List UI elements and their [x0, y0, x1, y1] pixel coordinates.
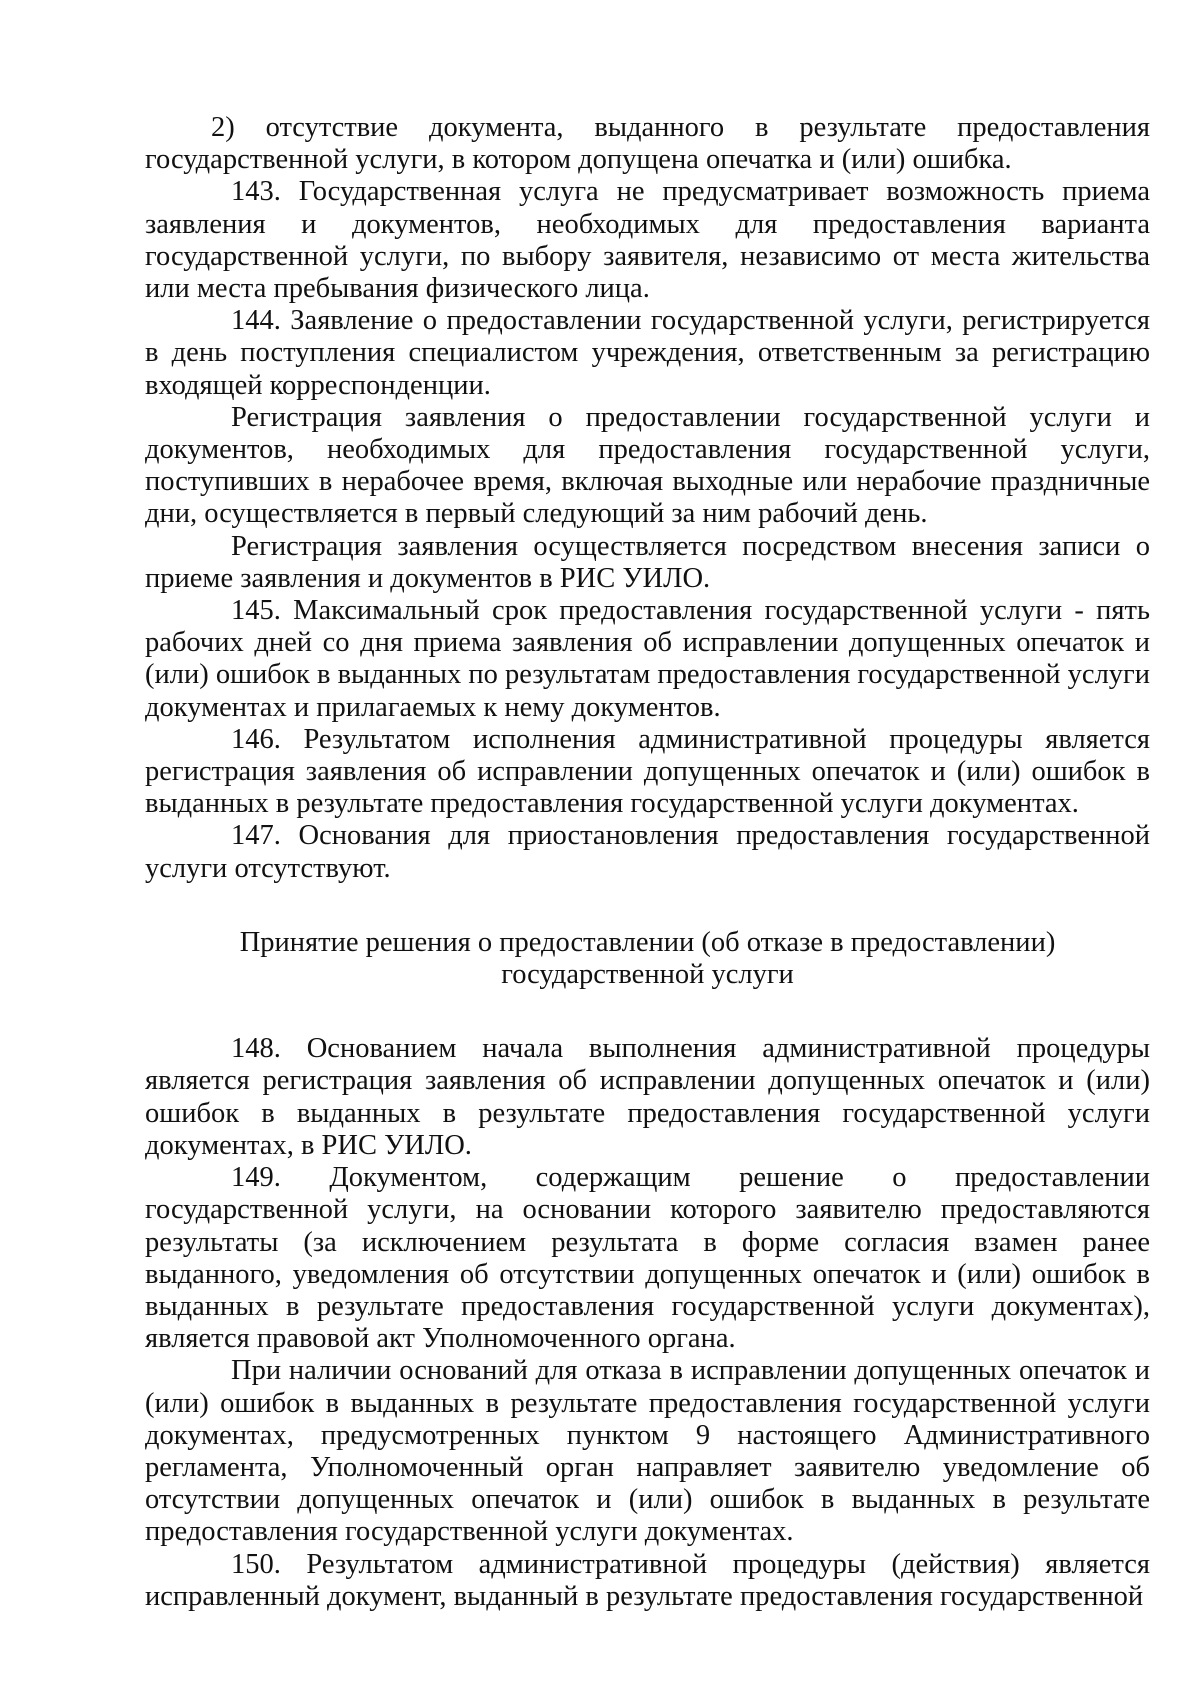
paragraph-item-2: 2) отсутствие документа, выданного в результате предоставления государственной услуги, в котором допущена опечатка и (или) ошибка. [145, 112, 1150, 176]
paragraph-145: 145. Максимальный срок предоставления государственной услуги - пять рабочих дней со дня приема заявления об исправлении допущенных опечаток и (или) ошибок в выданных по результатам предоставления государственной услуги документах и прилагаемых к нему документов. [145, 595, 1150, 723]
paragraph-149-refusal: При наличии оснований для отказа в исправлении допущенных опечаток и (или) ошибок в выданных в результате предоставления государственной услуги документах, предусмотренных пунктом 9 настоящего Административного регламента, Уполномоченный орган направляет заявителю уведомление об отсутствии допущенных опечаток и (или) ошибок в выданных в результате предоставления государственной услуги документах. [145, 1355, 1150, 1548]
paragraph-144-record: Регистрация заявления осуществляется посредством внесения записи о приеме заявления и документов в РИС УИЛО. [145, 530, 1150, 594]
paragraph-148: 148. Основанием начала выполнения административной процедуры является регистрация заявления об исправлении допущенных опечаток и (или) ошибок в выданных в результате предоставления государственной услуги документах, в РИС УИЛО. [145, 1033, 1150, 1161]
paragraph-144-registration: Регистрация заявления о предоставлении государственной услуги и документов, необходимых для предоставления государственной услуги, поступивших в нерабочее время, включая выходные или нерабочие праздничные дни, осуществляется в первый следующий за ним рабочий день. [145, 401, 1150, 530]
section-heading-line-1: Принятие решения о предоставлении (об отказе в предоставлении) [239, 926, 1056, 958]
paragraph-143: 143. Государственная услуга не предусматривает возможность приема заявления и документов, необходимых для предоставления варианта государственной услуги, по выбору заявителя, независимо от места жительства или места пребывания физического лица. [145, 176, 1150, 305]
paragraph-147: 147. Основания для приостановления предоставления государственной услуги отсутствуют. [145, 820, 1150, 884]
paragraph-149: 149. Документом, содержащим решение о предоставлении государственной услуги, на основании которого заявителю предоставляются результаты (за исключением результата в форме согласия взамен ранее выданного, уведомления об отсутствии допущенных опечаток и (или) ошибок в выданных в результате предоставления государственной услуги документах), является правовой акт Уполномоченного органа. [145, 1162, 1150, 1355]
paragraph-150: 150. Результатом административной процедуры (действия) является исправленный документ, выданный в результате предоставления государственной [145, 1548, 1150, 1612]
paragraph-144: 144. Заявление о предоставлении государственной услуги, регистрируется в день поступления специалистом учреждения, ответственным за регистрацию входящей корреспонденции. [145, 305, 1150, 401]
document-body [145, 112, 1150, 1613]
section-heading-line-2: государственной услуги [501, 959, 794, 991]
paragraph-146: 146. Результатом исполнения административной процедуры является регистрация заявления об исправлении допущенных опечаток и (или) ошибок в выданных в результате предоставления государственной услуги документах. [145, 723, 1150, 820]
section-heading [145, 927, 1150, 991]
